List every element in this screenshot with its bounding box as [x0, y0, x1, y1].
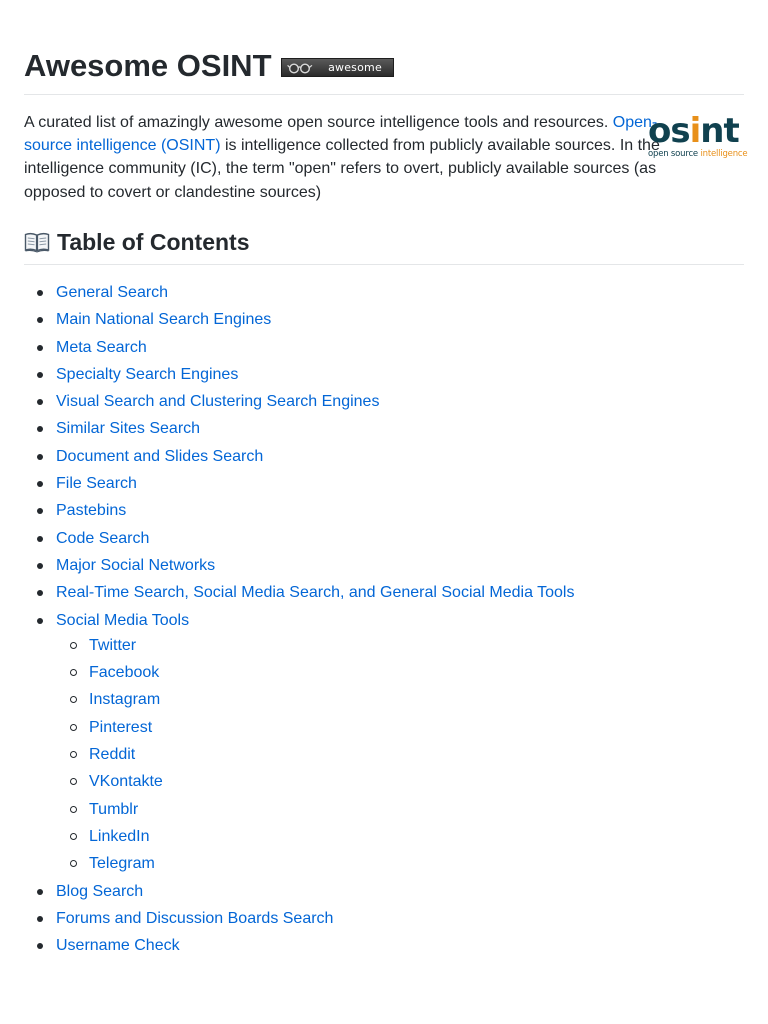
- open-book-icon: [24, 231, 50, 253]
- toc-link-specialty-search-engines[interactable]: Specialty Search Engines: [56, 365, 239, 383]
- toc-link-main-national-search-engines[interactable]: Main National Search Engines: [56, 311, 272, 329]
- toc-link-real-time-search[interactable]: Real-Time Search, Social Media Search, and General Social Media Tools: [56, 584, 575, 602]
- hollow-bullet-icon: [70, 724, 77, 731]
- toc-item: [24, 388, 574, 415]
- bullet-icon: [37, 317, 43, 323]
- intro-paragraph: [24, 111, 704, 204]
- toc-link-telegram[interactable]: Telegram: [89, 855, 155, 873]
- osint-wikipedia-link[interactable]: Open-source intelligence (OSINT): [24, 114, 658, 155]
- hollow-bullet-icon: [70, 642, 77, 649]
- toc-link-general-search[interactable]: General Search: [56, 284, 169, 301]
- bullet-icon: [37, 426, 43, 432]
- bullet-icon: [37, 454, 43, 460]
- bullet-icon: [37, 618, 43, 624]
- bullet-icon: [37, 508, 43, 514]
- toc-subitem: [24, 741, 574, 768]
- toc-item: [24, 878, 574, 905]
- title-divider: [24, 94, 744, 95]
- toc-subitem: [24, 768, 574, 795]
- hollow-bullet-icon: [70, 696, 77, 703]
- toc-heading: Table of Contents: [57, 229, 250, 255]
- toc-divider: [24, 264, 744, 265]
- toc-link-pinterest[interactable]: Pinterest: [89, 718, 153, 736]
- bullet-icon: [37, 481, 43, 487]
- toc-item: [24, 415, 574, 442]
- toc-item: [24, 279, 574, 306]
- toc-item: [24, 497, 574, 524]
- toc-link-instagram[interactable]: Instagram: [89, 691, 161, 709]
- toc-heading-row: [24, 226, 250, 258]
- hollow-bullet-icon: [70, 778, 77, 785]
- toc-item: [24, 905, 574, 932]
- toc-item: [24, 525, 574, 552]
- intro-text-after: is intelligence collected from publicly available sources. In the intelligence community (IC), the term "open" refers to overt, publicly available sources (as opposed to covert or clandestine sources): [24, 137, 660, 201]
- toc-link-blog-search[interactable]: Blog Search: [56, 882, 144, 900]
- bullet-icon: [37, 290, 43, 296]
- toc-item: [24, 552, 574, 579]
- toc-link-linkedin[interactable]: LinkedIn: [89, 827, 150, 845]
- page-title: Awesome OSINT: [24, 48, 272, 83]
- toc-link-tumblr[interactable]: Tumblr: [89, 800, 139, 818]
- toc-item: [24, 334, 574, 361]
- toc-item: [24, 470, 574, 497]
- badge-label: awesome: [328, 61, 382, 74]
- hollow-bullet-icon: [70, 833, 77, 840]
- toc-item: [24, 579, 574, 606]
- toc-item: [24, 361, 574, 388]
- hollow-bullet-icon: [70, 751, 77, 758]
- toc-sublist: [24, 632, 574, 878]
- toc-link-code-search[interactable]: Code Search: [56, 529, 150, 547]
- toc-subitem: [24, 796, 574, 823]
- hollow-bullet-icon: [70, 860, 77, 867]
- bullet-icon: [37, 372, 43, 378]
- toc-link-forums-search[interactable]: Forums and Discussion Boards Search: [56, 909, 334, 927]
- bullet-icon: [37, 399, 43, 405]
- toc-subitem: [24, 632, 574, 659]
- osint-logo-word: osint: [648, 111, 739, 151]
- title-row: [24, 44, 394, 88]
- toc-link-vkontakte[interactable]: VKontakte: [89, 773, 163, 791]
- bullet-icon: [37, 536, 43, 542]
- toc-link-visual-search[interactable]: Visual Search and Clustering Search Engines: [56, 393, 380, 411]
- toc-subitem: [24, 686, 574, 713]
- toc-link-pastebins[interactable]: Pastebins: [56, 502, 127, 520]
- toc-item: [24, 932, 574, 959]
- toc-link-social-media-tools[interactable]: Social Media Tools: [56, 611, 190, 629]
- intro-text-before: A curated list of amazingly awesome open source intelligence tools and resources.: [24, 114, 613, 131]
- awesome-badge[interactable]: [281, 58, 394, 77]
- toc-link-twitter[interactable]: Twitter: [89, 636, 137, 654]
- bullet-icon: [37, 889, 43, 895]
- toc-link-file-search[interactable]: File Search: [56, 475, 137, 493]
- toc-subitem: [24, 659, 574, 686]
- toc-item: [24, 306, 574, 333]
- toc-link-username-check[interactable]: Username Check: [56, 937, 180, 955]
- osint-logo-tagline: open source intelligence: [648, 149, 748, 159]
- toc-link-major-social-networks[interactable]: Major Social Networks: [56, 556, 216, 574]
- toc-item-with-children: [24, 607, 574, 878]
- toc-link-meta-search[interactable]: Meta Search: [56, 338, 147, 356]
- hollow-bullet-icon: [70, 669, 77, 676]
- toc-item: [24, 607, 574, 634]
- toc-subitem: [24, 823, 574, 850]
- toc-subitem: [24, 850, 574, 877]
- hollow-bullet-icon: [70, 806, 77, 813]
- toc-link-facebook[interactable]: Facebook: [89, 664, 160, 682]
- toc-link-reddit[interactable]: Reddit: [89, 746, 136, 764]
- bullet-icon: [37, 916, 43, 922]
- toc-item: [24, 443, 574, 470]
- toc-link-similar-sites-search[interactable]: Similar Sites Search: [56, 420, 201, 438]
- toc-link-document-slides-search[interactable]: Document and Slides Search: [56, 447, 264, 465]
- sunglasses-icon: [282, 59, 318, 76]
- toc-list: [24, 279, 574, 959]
- bullet-icon: [37, 563, 43, 569]
- bullet-icon: [37, 590, 43, 596]
- osint-logo: [648, 111, 748, 165]
- toc-subitem: [24, 714, 574, 741]
- bullet-icon: [37, 345, 43, 351]
- bullet-icon: [37, 943, 43, 949]
